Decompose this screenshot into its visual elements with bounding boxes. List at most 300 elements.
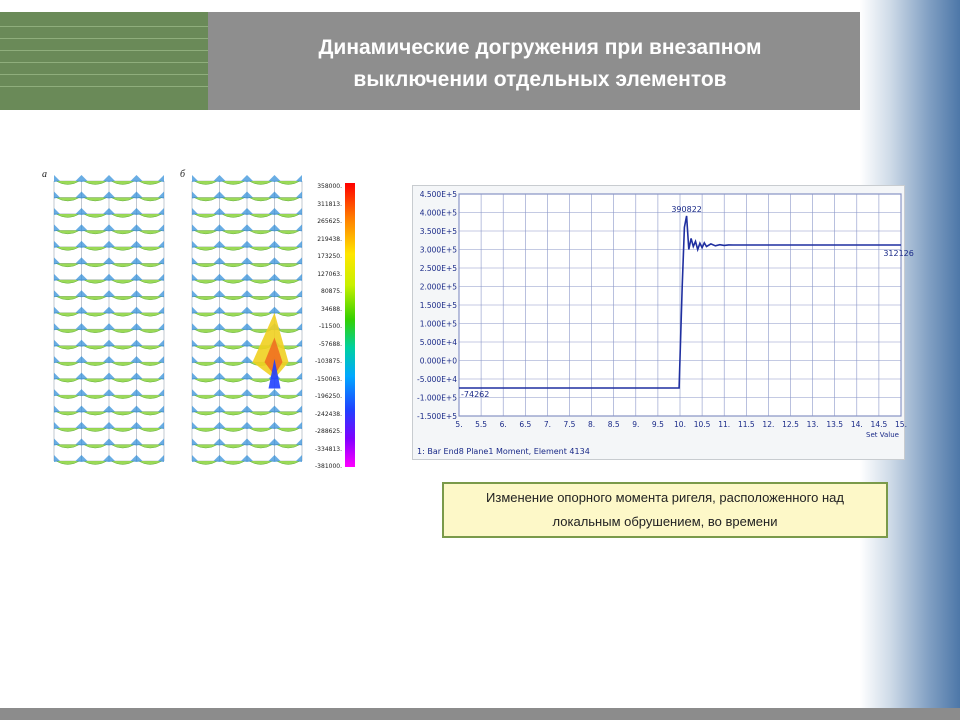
support-moment <box>158 406 164 413</box>
support-moment <box>82 340 88 347</box>
support-moment <box>109 422 115 429</box>
support-moment <box>214 373 220 380</box>
support-moment <box>137 356 143 363</box>
support-moment <box>137 175 143 182</box>
support-moment <box>158 290 164 297</box>
x-tick-label: 14. <box>850 420 863 429</box>
moment-diagram <box>84 346 108 350</box>
data-label: 390822 <box>671 204 702 214</box>
moment-diagram <box>277 181 301 185</box>
support-moment <box>220 373 226 380</box>
support-moment <box>137 422 143 429</box>
moment-diagram <box>111 214 135 218</box>
moment-diagram <box>139 313 163 317</box>
moment-diagram <box>194 445 218 449</box>
support-moment <box>76 389 82 396</box>
support-moment <box>76 406 82 413</box>
y-tick-label: 3.000E+5 <box>419 245 457 255</box>
support-moment <box>220 406 226 413</box>
y-tick-label: 1.000E+5 <box>419 319 457 329</box>
support-moment <box>269 439 275 446</box>
support-moment <box>241 307 247 314</box>
support-moment <box>247 406 253 413</box>
moment-diagram <box>194 379 218 383</box>
moment-diagram <box>56 395 80 399</box>
x-tick-label: 7.5 <box>563 420 576 429</box>
moment-diagram <box>194 428 218 432</box>
support-moment <box>131 323 137 330</box>
moment-diagram <box>222 230 246 234</box>
color-scale-bar <box>345 183 355 467</box>
x-tick-label: 8.5 <box>607 420 620 429</box>
support-moment <box>247 340 253 347</box>
moment-diagram <box>84 412 108 416</box>
support-moment <box>247 389 253 396</box>
support-moment <box>82 323 88 330</box>
support-moment <box>76 356 82 363</box>
moment-diagram <box>249 379 273 383</box>
scale-label: -196250. <box>315 393 342 400</box>
moment-diagram <box>56 230 80 234</box>
support-moment <box>296 290 302 297</box>
support-moment <box>220 241 226 248</box>
support-moment <box>214 191 220 198</box>
support-moment <box>275 439 281 446</box>
support-moment <box>103 274 109 281</box>
support-moment <box>275 191 281 198</box>
moment-diagram <box>277 445 301 449</box>
support-moment <box>275 422 281 429</box>
moment-diagram <box>111 313 135 317</box>
moment-diagram <box>84 428 108 432</box>
support-moment <box>192 389 198 396</box>
support-moment <box>103 241 109 248</box>
support-moment <box>296 191 302 198</box>
support-moment <box>158 208 164 215</box>
support-moment <box>275 224 281 231</box>
title-line-2: выключении отдельных элементов <box>353 68 727 91</box>
support-moment <box>275 241 281 248</box>
support-moment <box>192 208 198 215</box>
support-moment <box>137 208 143 215</box>
support-moment <box>131 455 137 462</box>
scale-label: 80875. <box>321 288 342 295</box>
x-tick-label: 7. <box>543 420 551 429</box>
support-moment <box>76 274 82 281</box>
support-moment <box>54 274 60 281</box>
support-moment <box>137 224 143 231</box>
support-moment <box>131 208 137 215</box>
support-moment <box>247 290 253 297</box>
support-moment <box>158 439 164 446</box>
support-moment <box>54 422 60 429</box>
header-accent <box>0 12 208 110</box>
support-moment <box>214 323 220 330</box>
support-moment <box>131 224 137 231</box>
moment-diagram <box>139 362 163 366</box>
support-moment <box>214 175 220 182</box>
support-moment <box>76 455 82 462</box>
moment-diagram <box>194 395 218 399</box>
moment-diagram <box>222 329 246 333</box>
support-moment <box>131 257 137 264</box>
support-moment <box>220 224 226 231</box>
support-moment <box>241 274 247 281</box>
support-moment <box>220 455 226 462</box>
support-moment <box>241 257 247 264</box>
support-moment <box>131 340 137 347</box>
support-moment <box>137 455 143 462</box>
support-moment <box>192 373 198 380</box>
support-moment <box>76 290 82 297</box>
support-moment <box>158 257 164 264</box>
color-scale-labels <box>312 179 342 469</box>
support-moment <box>220 323 226 330</box>
moment-diagram <box>84 313 108 317</box>
support-moment <box>296 224 302 231</box>
moment-diagram <box>56 428 80 432</box>
y-tick-label: -5.000E+4 <box>417 375 457 384</box>
support-moment <box>158 340 164 347</box>
support-moment <box>220 290 226 297</box>
support-moment <box>109 274 115 281</box>
support-moment <box>247 307 253 314</box>
data-label: 312126 <box>883 249 914 259</box>
support-moment <box>241 422 247 429</box>
support-moment <box>247 241 253 248</box>
moment-diagram <box>56 214 80 218</box>
support-moment <box>296 323 302 330</box>
support-moment <box>220 307 226 314</box>
y-tick-label: 2.000E+5 <box>419 282 457 292</box>
moment-diagram <box>222 197 246 201</box>
support-moment <box>269 257 275 264</box>
support-moment <box>214 455 220 462</box>
support-moment <box>137 439 143 446</box>
support-moment <box>247 439 253 446</box>
support-moment <box>82 208 88 215</box>
moment-diagram <box>277 313 301 317</box>
support-moment <box>103 422 109 429</box>
moment-chart-svg <box>413 186 914 446</box>
moment-diagram <box>277 329 301 333</box>
support-moment <box>241 191 247 198</box>
support-moment <box>137 323 143 330</box>
support-moment <box>296 406 302 413</box>
support-moment <box>192 439 198 446</box>
data-label: -74262 <box>461 389 490 399</box>
moment-diagram <box>111 428 135 432</box>
scale-label: -334813. <box>315 445 342 453</box>
moment-diagram <box>194 247 218 251</box>
support-moment <box>103 191 109 198</box>
support-moment <box>241 323 247 330</box>
label-b: б <box>180 169 186 180</box>
support-moment <box>158 191 164 198</box>
support-moment <box>54 241 60 248</box>
moment-diagram <box>111 263 135 267</box>
moment-diagram <box>84 461 108 465</box>
support-moment <box>158 175 164 182</box>
support-moment <box>247 257 253 264</box>
x-tick-label: 9.5 <box>651 420 664 429</box>
support-moment <box>137 290 143 297</box>
support-moment <box>241 373 247 380</box>
support-moment <box>220 356 226 363</box>
support-moment <box>137 307 143 314</box>
moment-diagram <box>111 329 135 333</box>
support-moment <box>103 290 109 297</box>
moment-diagram <box>84 181 108 185</box>
moment-diagram <box>139 445 163 449</box>
moment-diagram <box>249 412 273 416</box>
moment-diagram <box>56 379 80 383</box>
y-tick-label: 0.000E+0 <box>419 356 457 366</box>
support-moment <box>214 422 220 429</box>
support-moment <box>275 257 281 264</box>
support-moment <box>82 290 88 297</box>
moment-diagram <box>277 280 301 284</box>
support-moment <box>54 340 60 347</box>
moment-diagram <box>56 329 80 333</box>
support-moment <box>131 290 137 297</box>
support-moment <box>296 175 302 182</box>
support-moment <box>220 191 226 198</box>
support-moment <box>109 389 115 396</box>
moment-diagram <box>84 263 108 267</box>
moment-diagram <box>56 280 80 284</box>
y-tick-label: 5.000E+4 <box>419 338 457 347</box>
y-tick-label: -1.500E+5 <box>417 412 457 421</box>
moment-diagram <box>249 247 273 251</box>
x-tick-label: 11.5 <box>737 420 755 429</box>
moment-diagram <box>249 296 273 300</box>
moment-diagram <box>111 181 135 185</box>
support-moment <box>131 389 137 396</box>
chart-legend: 1: Bar End8 Plane1 Moment, Element 4134 <box>417 447 590 456</box>
scale-label: -57688. <box>318 340 342 348</box>
moment-diagram <box>222 263 246 267</box>
moment-diagram <box>84 247 108 251</box>
moment-diagram <box>222 313 246 317</box>
moment-diagram <box>194 329 218 333</box>
support-moment <box>275 389 281 396</box>
x-tick-label: 9. <box>632 420 640 429</box>
support-moment <box>76 323 82 330</box>
support-moment <box>103 323 109 330</box>
support-moment <box>109 455 115 462</box>
support-moment <box>158 307 164 314</box>
support-moment <box>103 356 109 363</box>
moment-diagram <box>249 181 273 185</box>
support-moment <box>269 455 275 462</box>
support-moment <box>214 274 220 281</box>
support-moment <box>103 373 109 380</box>
support-moment <box>192 290 198 297</box>
moment-diagram <box>111 230 135 234</box>
moment-diagram <box>277 263 301 267</box>
support-moment <box>103 257 109 264</box>
moment-diagram <box>194 230 218 234</box>
support-moment <box>192 340 198 347</box>
support-moment <box>214 307 220 314</box>
support-moment <box>158 274 164 281</box>
support-moment <box>192 274 198 281</box>
support-moment <box>220 439 226 446</box>
support-moment <box>269 307 275 314</box>
moment-diagram <box>139 379 163 383</box>
moment-diagram <box>56 362 80 366</box>
support-moment <box>241 241 247 248</box>
support-moment <box>109 290 115 297</box>
moment-diagram <box>277 247 301 251</box>
moment-diagram <box>139 461 163 465</box>
moment-diagram <box>249 461 273 465</box>
support-moment <box>103 307 109 314</box>
support-moment <box>269 389 275 396</box>
moment-diagram <box>56 197 80 201</box>
support-moment <box>131 175 137 182</box>
moment-diagram <box>249 445 273 449</box>
support-moment <box>220 422 226 429</box>
support-moment <box>76 175 82 182</box>
support-moment <box>192 307 198 314</box>
support-moment <box>275 307 281 314</box>
moment-diagram <box>139 412 163 416</box>
moment-diagram <box>194 214 218 218</box>
y-tick-label: -1.000E+5 <box>417 393 457 403</box>
support-moment <box>137 340 143 347</box>
moment-diagram <box>277 296 301 300</box>
moment-diagram <box>249 263 273 267</box>
support-moment <box>241 175 247 182</box>
moment-diagram <box>111 445 135 449</box>
support-moment <box>269 274 275 281</box>
frame-diagrams <box>40 165 370 475</box>
support-moment <box>247 455 253 462</box>
moment-diagram <box>277 428 301 432</box>
support-moment <box>247 274 253 281</box>
scale-label: -11500. <box>318 323 342 330</box>
moment-diagram <box>111 412 135 416</box>
support-moment <box>220 274 226 281</box>
moment-diagram <box>277 412 301 416</box>
moment-diagram <box>277 197 301 201</box>
support-moment <box>82 439 88 446</box>
support-moment <box>158 224 164 231</box>
x-tick-label: 8. <box>588 420 596 429</box>
support-moment <box>158 323 164 330</box>
moment-diagram <box>194 313 218 317</box>
support-moment <box>109 208 115 215</box>
moment-diagram <box>194 412 218 416</box>
support-moment <box>109 257 115 264</box>
moment-diagram <box>139 296 163 300</box>
moment-diagram <box>222 214 246 218</box>
moment-diagram <box>249 230 273 234</box>
moment-diagram <box>194 181 218 185</box>
caption-box <box>442 482 888 538</box>
support-moment <box>192 224 198 231</box>
x-tick-label: 13.5 <box>826 420 844 429</box>
slide-title <box>240 32 840 96</box>
moment-diagram <box>222 280 246 284</box>
scale-label: -103875. <box>315 358 342 365</box>
moment-diagram <box>84 230 108 234</box>
support-moment <box>214 406 220 413</box>
support-moment <box>158 373 164 380</box>
support-moment <box>76 191 82 198</box>
moment-diagram <box>139 214 163 218</box>
moment-diagram <box>222 461 246 465</box>
support-moment <box>192 257 198 264</box>
moment-diagram <box>249 214 273 218</box>
moment-diagram <box>194 197 218 201</box>
support-moment <box>214 290 220 297</box>
support-moment <box>103 224 109 231</box>
support-moment <box>241 439 247 446</box>
moment-diagram <box>84 197 108 201</box>
moment-diagram <box>249 313 273 317</box>
support-moment <box>109 373 115 380</box>
support-moment <box>109 323 115 330</box>
support-moment <box>137 257 143 264</box>
support-moment <box>214 389 220 396</box>
support-moment <box>296 389 302 396</box>
scale-label: -242438. <box>315 410 342 418</box>
support-moment <box>82 241 88 248</box>
x-tick-label: 5.5 <box>475 420 488 429</box>
support-moment <box>214 224 220 231</box>
support-moment <box>103 208 109 215</box>
support-moment <box>54 257 60 264</box>
support-moment <box>241 224 247 231</box>
support-moment <box>296 274 302 281</box>
moment-diagram <box>139 181 163 185</box>
scale-label: -381000. <box>315 463 342 470</box>
support-moment <box>275 455 281 462</box>
support-moment <box>54 224 60 231</box>
moment-diagram <box>194 296 218 300</box>
support-moment <box>76 224 82 231</box>
support-moment <box>54 439 60 446</box>
moment-diagram <box>222 181 246 185</box>
y-tick-label: 3.500E+5 <box>419 227 457 236</box>
support-moment <box>131 241 137 248</box>
y-tick-label: 4.000E+5 <box>419 208 457 218</box>
support-moment <box>275 406 281 413</box>
support-moment <box>103 175 109 182</box>
support-moment <box>296 257 302 264</box>
support-moment <box>137 274 143 281</box>
support-moment <box>214 340 220 347</box>
moment-diagram <box>249 428 273 432</box>
support-moment <box>82 356 88 363</box>
moment-diagram <box>84 329 108 333</box>
moment-diagram <box>111 379 135 383</box>
moment-diagram <box>111 197 135 201</box>
support-moment <box>76 422 82 429</box>
support-moment <box>158 241 164 248</box>
support-moment <box>131 422 137 429</box>
moment-diagram <box>277 395 301 399</box>
support-moment <box>220 208 226 215</box>
moment-diagram <box>194 362 218 366</box>
support-moment <box>54 455 60 462</box>
support-moment <box>220 389 226 396</box>
y-tick-label: 2.500E+5 <box>419 264 457 273</box>
support-moment <box>192 422 198 429</box>
